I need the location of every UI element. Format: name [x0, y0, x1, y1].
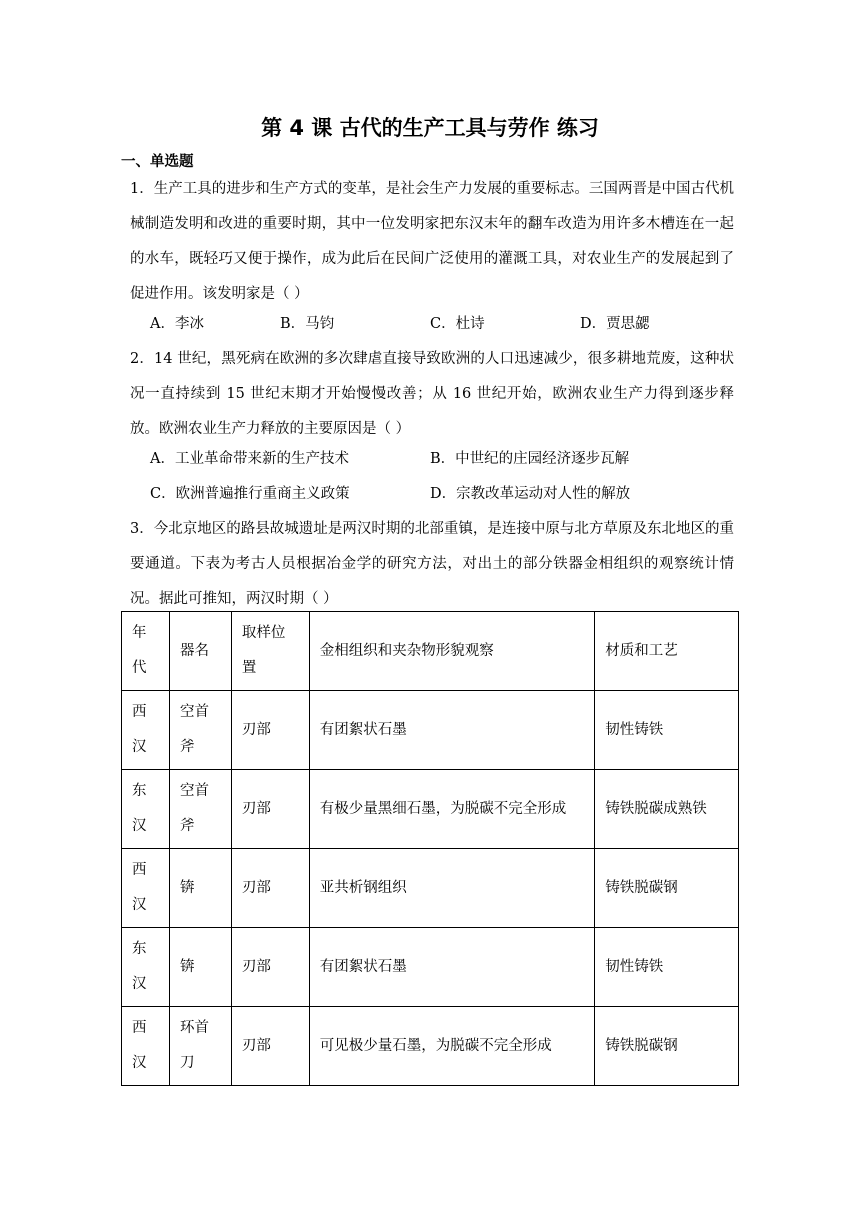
question-2-option-a[interactable]: A．工业革命带来新的生产技术: [150, 451, 349, 467]
table-cell: 刃部: [231, 928, 309, 1007]
table-cell: 空首斧: [169, 691, 231, 770]
question-2-stem: 2．14 世纪，黑死病在欧洲的多次肆虐直接导致欧洲的人口迅速减少，很多耕地荒废，这种状况一直持续到 15 世纪末期才开始慢慢改善；从 16 世纪开始，欧洲农业生产力得到逐步释放。欧洲农业生产力释放的主要原因是（ ）: [130, 351, 734, 437]
question-2-option-c[interactable]: C．欧洲普遍推行重商主义政策: [150, 486, 350, 502]
table-row: [122, 849, 739, 928]
table-cell: 有团絮状石墨: [309, 691, 594, 770]
question-1-option-c[interactable]: C．杜诗: [430, 316, 485, 332]
table-cell: 锛: [169, 928, 231, 1007]
table-cell: 西汉: [122, 849, 170, 928]
table-cell: 锛: [169, 849, 231, 928]
table-cell: 亚共析钢组织: [309, 849, 594, 928]
table-header-row: [122, 612, 739, 691]
question-1-option-b[interactable]: B．马钧: [280, 316, 335, 332]
table-cell: 有团絮状石墨: [309, 928, 594, 1007]
table-cell: 韧性铸铁: [595, 691, 739, 770]
table-cell: 东汉: [122, 928, 170, 1007]
table-cell: 东汉: [122, 770, 170, 849]
header-cell-observation: 金相组织和夹杂物形貌观察: [309, 612, 594, 691]
table-cell: 铸铁脱碳成熟铁: [595, 770, 739, 849]
header-cell-material: 材质和工艺: [595, 612, 739, 691]
table-row: [122, 770, 739, 849]
section-heading: 一、单选题: [121, 154, 194, 170]
table-cell: 西汉: [122, 1007, 170, 1086]
question-2-option-d[interactable]: D．宗教改革运动对人性的解放: [430, 486, 631, 502]
table-cell: 环首刀: [169, 1007, 231, 1086]
header-cell-sample: 取样位置: [231, 612, 309, 691]
table-cell: 有极少量黑细石墨，为脱碳不完全形成: [309, 770, 594, 849]
table-cell: 西汉: [122, 691, 170, 770]
question-1-option-d[interactable]: D．贾思勰: [580, 316, 650, 332]
table-cell: 空首斧: [169, 770, 231, 849]
question-3-stem: 3．今北京地区的路县故城遗址是两汉时期的北部重镇，是连接中原与北方草原及东北地区的重要通道。下表为考古人员根据冶金学的研究方法，对出土的部分铁器金相组织的观察统计情况。据此可推知，两汉时期（ ）: [130, 521, 734, 607]
table-row: [122, 1007, 739, 1086]
data-table: [121, 611, 739, 1086]
question-1-stem: 1．生产工具的进步和生产方式的变革，是社会生产力发展的重要标志。三国两晋是中国古代机械制造发明和改进的重要时期，其中一位发明家把东汉末年的翻车改造为用许多木槽连在一起的水车，既轻巧又便于操作，成为此后在民间广泛使用的灌溉工具，对农业生产的发展起到了促进作用。该发明家是（ ）: [130, 181, 734, 302]
table-cell: 可见极少量石墨，为脱碳不完全形成: [309, 1007, 594, 1086]
table-cell: 刃部: [231, 770, 309, 849]
header-cell-era: 年代: [122, 612, 170, 691]
table-row: [122, 928, 739, 1007]
table-cell: 刃部: [231, 1007, 309, 1086]
table-cell: 铸铁脱碳钢: [595, 849, 739, 928]
page-title: 第 4 课 古代的生产工具与劳作 练习: [261, 116, 599, 140]
question-1-option-a[interactable]: A．李冰: [150, 316, 204, 332]
table-cell: 刃部: [231, 849, 309, 928]
question-2-option-b[interactable]: B．中世纪的庄园经济逐步瓦解: [430, 451, 630, 467]
header-cell-tool: 器名: [169, 612, 231, 691]
table-cell: 铸铁脱碳钢: [595, 1007, 739, 1086]
table-row: [122, 691, 739, 770]
table-cell: 刃部: [231, 691, 309, 770]
table-cell: 韧性铸铁: [595, 928, 739, 1007]
